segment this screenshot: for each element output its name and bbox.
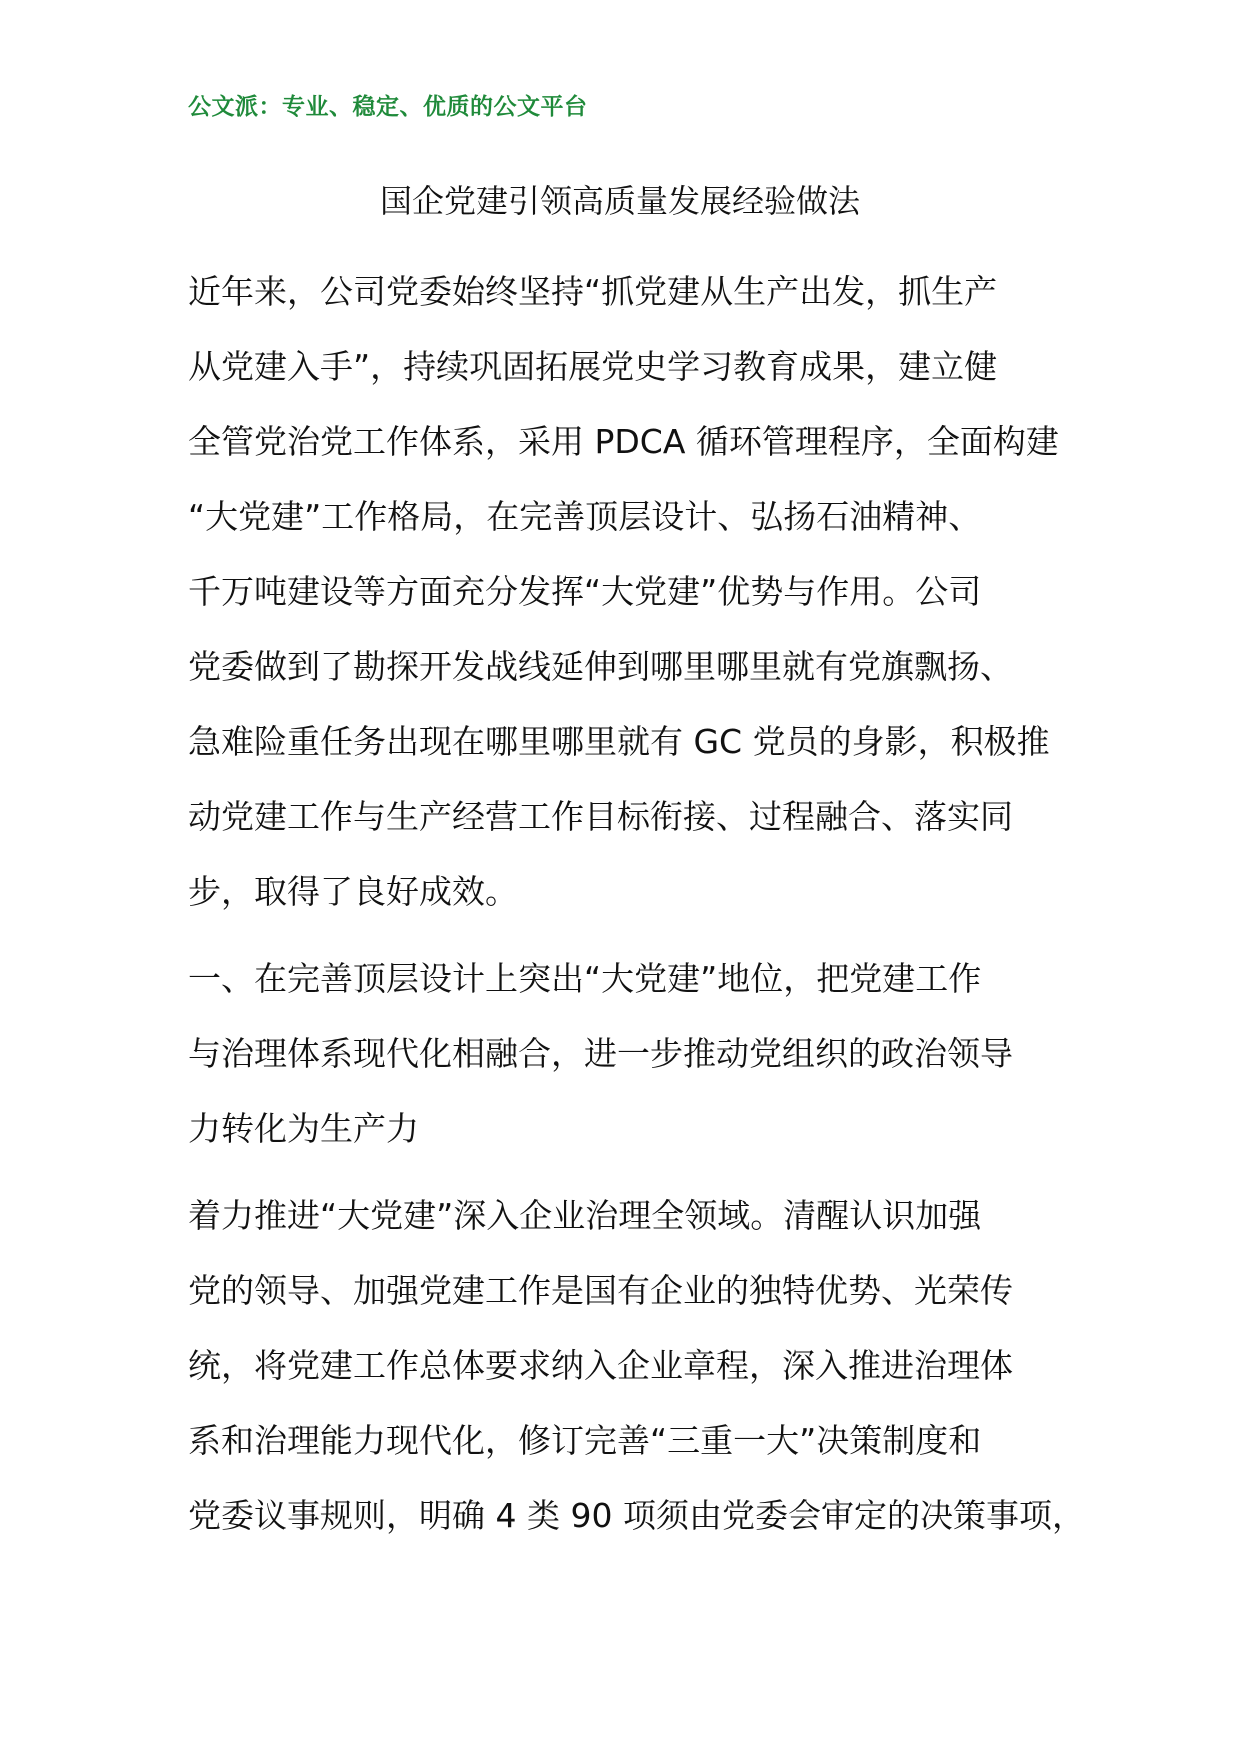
body-paragraph [188,1178,1088,1553]
text-line: 急难险重任务出现在哪里哪里就有 GC 党员的身影，积极推 [188,722,1050,761]
text-line: 动党建工作与生产经营工作目标衔接、过程融合、落实同 [188,797,1013,836]
text-line: 全管党治党工作体系，采用 PDCA 循环管理程序，全面构建 [188,422,1059,461]
text-line: 系和治理能力现代化，修订完善“三重一大”决策制度和 [188,1421,982,1460]
text-line: 着力推进“大党建”深入企业治理全领域。清醒认识加强 [188,1196,982,1235]
text-line: 千万吨建设等方面充分发挥“大党建”优势与作用。公司 [188,572,982,611]
header-banner: 公文派：专业、稳定、优质的公文平台 [188,94,588,120]
text-line: “大党建”工作格局，在完善顶层设计、弘扬石油精神、 [188,497,982,536]
text-line: 步，取得了良好成效。 [188,872,518,911]
section-heading [188,941,1088,1166]
text-line: 党委做到了勘探开发战线延伸到哪里哪里就有党旗飘扬、 [188,647,1013,686]
text-line: 与治理体系现代化相融合，进一步推动党组织的政治领导 [188,1034,1013,1073]
intro-paragraph [188,254,1088,929]
text-line: 近年来，公司党委始终坚持“抓党建从生产出发，抓生产 [188,272,998,311]
text-line: 一、在完善顶层设计上突出“大党建”地位，把党建工作 [188,959,982,998]
document-title: 国企党建引领高质量发展经验做法 [379,182,860,220]
text-line: 统，将党建工作总体要求纳入企业章程，深入推进治理体 [188,1346,1013,1385]
text-line: 党的领导、加强党建工作是国有企业的独特优势、光荣传 [188,1271,1013,1310]
text-line: 从党建入手”，持续巩固拓展党史学习教育成果，建立健 [188,347,998,386]
text-line: 党委议事规则，明确 4 类 90 项须由党委会审定的决策事项， [188,1496,1085,1535]
text-line: 力转化为生产力 [188,1109,419,1148]
